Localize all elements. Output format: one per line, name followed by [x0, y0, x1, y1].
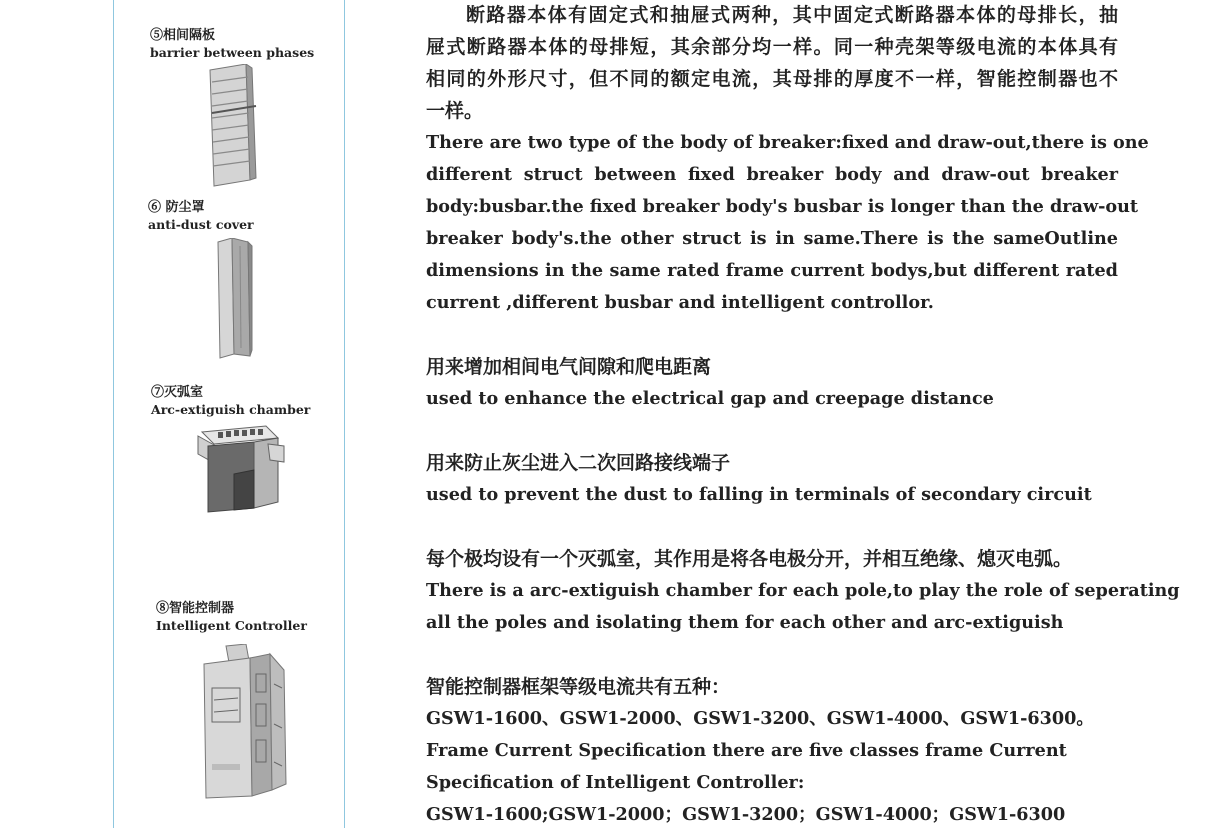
text-line: dimensions in the same rated frame current bodys,but different rated — [426, 260, 1118, 281]
text-line: different struct between fixed breaker body and draw-out breaker — [426, 164, 1118, 185]
phase-barrier-illustration — [206, 64, 258, 188]
chamber-description — [426, 543, 1180, 639]
intelligent-controller-illustration — [200, 644, 288, 800]
text-line: Frame Current Specification there are five classes frame Current — [426, 740, 1067, 761]
caption-barrier — [150, 27, 314, 61]
text-line: 智能控制器框架等级电流共有五种： — [426, 676, 731, 698]
controller-description — [426, 671, 1118, 831]
text-line: used to prevent the dust to falling in terminals of secondary circuit — [426, 484, 1092, 505]
text-line: Specification of Intelligent Controller: — [426, 772, 805, 793]
arc-chamber-illustration — [194, 424, 286, 516]
text-line: used to enhance the electrical gap and creepage distance — [426, 388, 994, 409]
text-line: body:busbar.the fixed breaker body's busbar is longer than the draw-out — [426, 196, 1139, 217]
caption-chamber — [151, 384, 310, 418]
cover-description — [426, 447, 1118, 511]
text-line: 断路器本体有固定式和抽屉式两种，其中固定式断路器本体的母排长，抽 — [466, 4, 1118, 26]
text-line: There are two type of the body of breaker:fixed and draw-out,there is one — [426, 132, 1149, 153]
intro-zh — [426, 0, 1118, 127]
caption-zh: ⑤相间隔板 — [150, 28, 216, 43]
caption-en: Arc-extiguish chamber — [151, 402, 311, 417]
intro-en — [426, 127, 1149, 319]
text-line: all the poles and isolating them for each other and arc-extiguish — [426, 612, 1064, 633]
text-line: 屉式断路器本体的母排短，其余部分均一样。同一种壳架等级电流的本体具有 — [426, 36, 1118, 58]
text-line: 用来增加相间电气间隙和爬电距离 — [426, 356, 712, 378]
caption-controller — [156, 600, 307, 634]
anti-dust-cover-illustration — [214, 238, 254, 360]
text-line: breaker body's.the other struct is in same.There is the sameOutline — [426, 228, 1118, 249]
caption-zh: ⑥ 防尘罩 — [148, 200, 205, 215]
text-line: current ,different busbar and intelligent controllor. — [426, 292, 934, 313]
text-line: There is a arc-extiguish chamber for each pole,to play the role of seperating — [426, 580, 1180, 601]
text-line: 用来防止灰尘进入二次回路接线端子 — [426, 452, 731, 474]
text-line: 一样。 — [426, 100, 484, 122]
text-line: GSW1-1600、GSW1-2000、GSW1-3200、GSW1-4000、GSW1-6300。 — [426, 708, 1094, 729]
barrier-description — [426, 351, 1118, 415]
caption-en: anti-dust cover — [148, 217, 254, 232]
description-column — [426, 0, 1180, 831]
text-line: GSW1-1600;GSW1-2000；GSW1-3200；GSW1-4000；GSW1-6300 — [426, 804, 1066, 825]
text-line: 每个极均设有一个灭弧室，其作用是将各电极分开，并相互绝缘、熄灭电弧。 — [426, 548, 1073, 570]
text-line: 相同的外形尺寸，但不同的额定电流，其母排的厚度不一样，智能控制器也不 — [426, 68, 1118, 90]
caption-zh: ⑧智能控制器 — [156, 601, 235, 616]
caption-zh: ⑦灭弧室 — [151, 385, 204, 400]
caption-en: Intelligent Controller — [156, 618, 307, 633]
caption-en: barrier between phases — [150, 45, 315, 60]
caption-cover — [148, 199, 254, 233]
component-panel — [113, 0, 345, 828]
